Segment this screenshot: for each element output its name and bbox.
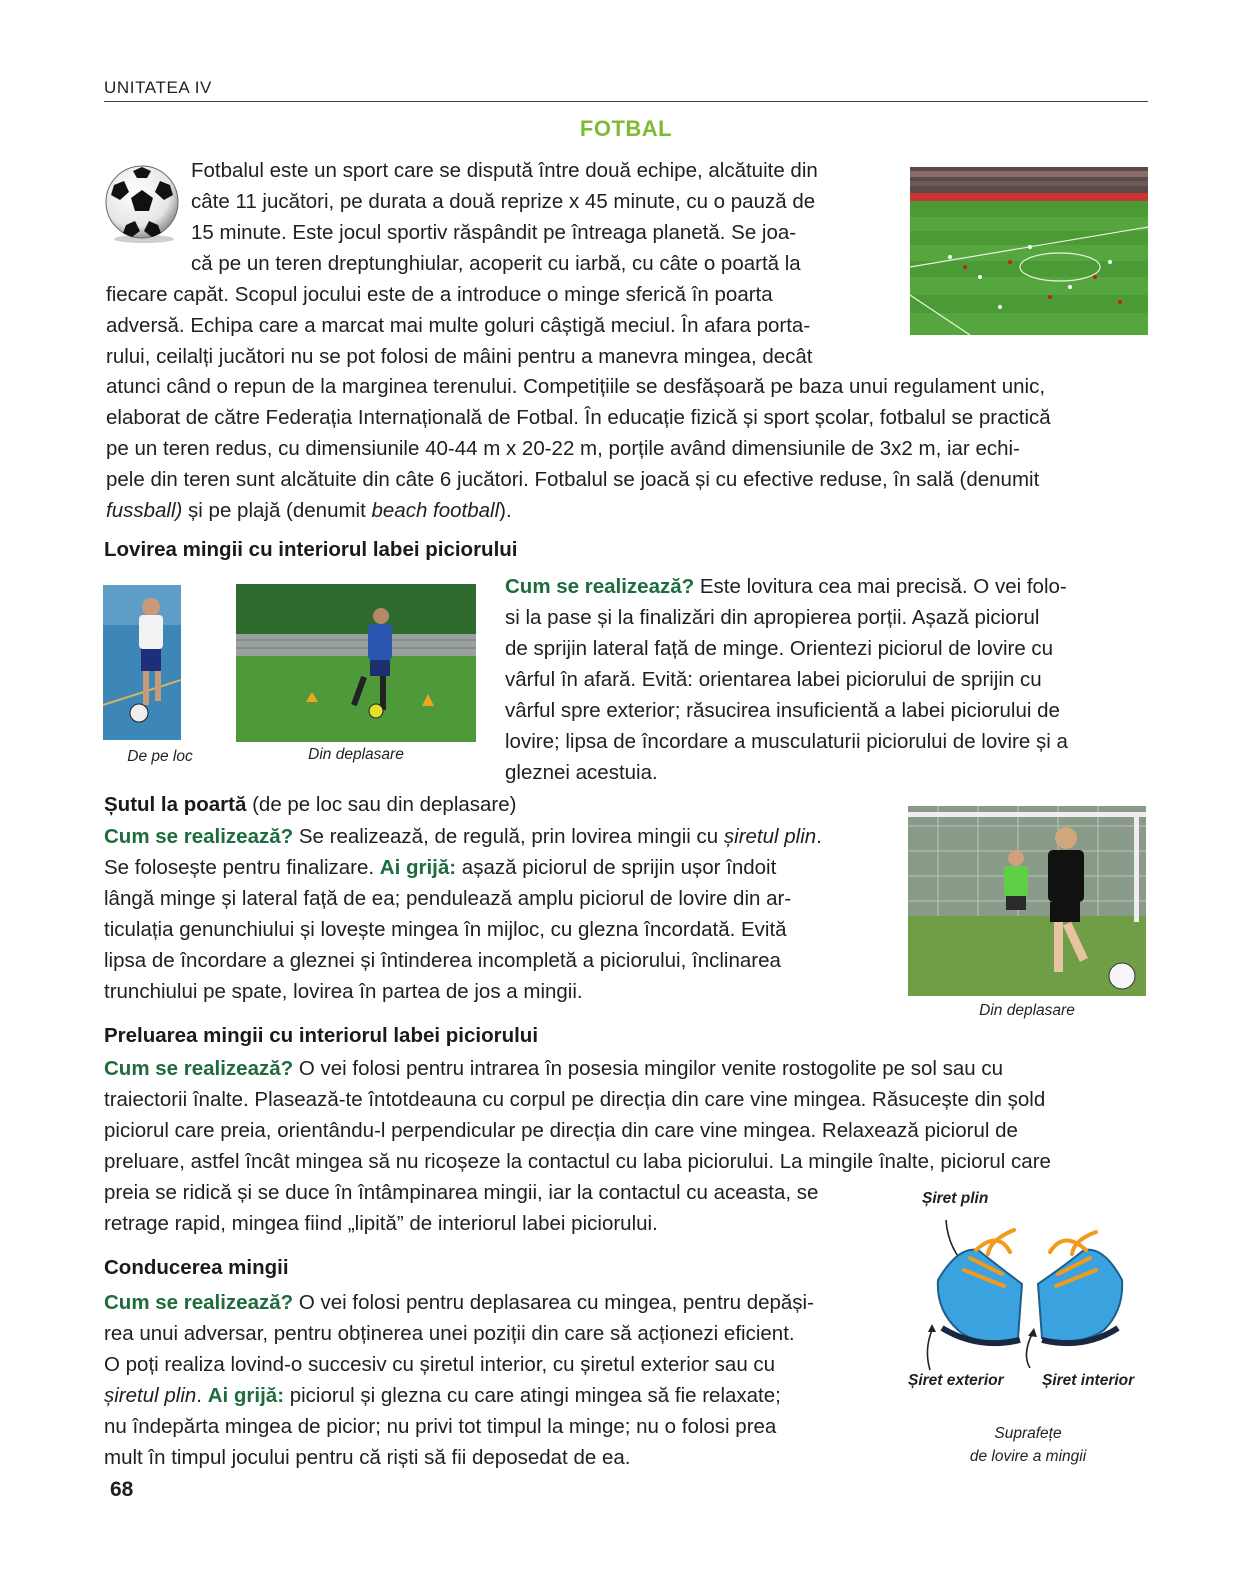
- s2-line: ticulația genunchiului și lovește mingea în mijloc, cu glezna încordată. Evită: [104, 918, 787, 941]
- shoe-label-full-lace: Șiret plin: [922, 1190, 989, 1207]
- kick-standing-photo: [103, 585, 181, 740]
- intro-line: 15 minute. Este jocul sportiv răspândit pe întreaga planetă. Se joa-: [191, 221, 797, 244]
- s4-line: rea unui adversar, pentru obținerea unei poziții din care să acționezi eficient.: [104, 1322, 795, 1345]
- s2-line: lipsa de încordare a gleznei și întinderea incompletă a piciorului, înclinarea: [104, 949, 781, 972]
- s1-line: vârful spre exterior; răsucirea insuficientă a labei piciorului de: [505, 699, 1060, 722]
- s4-line: Cum se realizează? O vei folosi pentru deplasarea cu mingea, pentru depăși-: [104, 1291, 814, 1314]
- section-heading: Preluarea mingii cu interiorul labei piciorului: [104, 1024, 539, 1047]
- intro-line: că pe un teren dreptunghiular, acoperit cu iarbă, cu câte o poartă la: [191, 252, 801, 275]
- photo-caption: De pe loc: [127, 748, 193, 765]
- s2-line: lângă minge și lateral față de ea; pendulează amplu piciorul de lovire din ar-: [104, 887, 792, 910]
- page-number: 68: [110, 1478, 134, 1501]
- s3-line: preluare, astfel încât mingea să nu ricoșeze la contactul cu laba piciorului. La mingile înalte, piciorul care: [104, 1150, 1051, 1173]
- s2-line: Cum se realizează? Se realizează, de regulă, prin lovirea mingii cu șiretul plin.: [104, 825, 822, 848]
- s3-line: retrage rapid, mingea fiind „lipită” de interiorul labei piciorului.: [104, 1212, 658, 1235]
- section-heading: Conducerea mingii: [104, 1256, 289, 1279]
- shoe-label-outer-lace: Șiret exterior: [908, 1372, 1004, 1389]
- photo-caption: Din deplasare: [308, 746, 404, 763]
- s3-line: piciorul care preia, orientându-l perpendicular pe direcția din care vine mingea. Relaxează piciorul de: [104, 1119, 1018, 1142]
- section-heading: Lovirea mingii cu interiorul labei piciorului: [104, 538, 518, 561]
- intro-line: rului, ceilalți jucători nu se pot folosi de mâini pentru a manevra mingea, decât: [106, 345, 813, 368]
- header-divider: [104, 101, 1148, 102]
- s4-line: mult în timpul jocului pentru că riști să fii deposedat de ea.: [104, 1446, 631, 1469]
- s3-line: traiectorii înalte. Plasează-te întotdeauna cu corpul pe direcția din care vine mingea. Răsucește din șold: [104, 1088, 1046, 1111]
- page-title: FOTBAL: [579, 116, 673, 141]
- intro-line: pe un teren redus, cu dimensiunile 40-44 m x 20-22 m, porțile având dimensiunile de 3x2 m, iar echi-: [106, 437, 1020, 460]
- italic-term: beach football: [371, 499, 500, 522]
- s1-line: de sprijin lateral față de minge. Orientezi piciorul de lovire cu: [505, 637, 1054, 660]
- s2-line: Se folosește pentru finalizare. Ai grijă: așază piciorul de sprijin ușor îndoit: [104, 856, 777, 879]
- s1-line: Cum se realizează? Este lovitura cea mai precisă. O vei folo-: [505, 575, 1067, 598]
- intro-line: elaborat de către Federația Internațională de Fotbal. În educație fizică și sport școlar, fotbalul se practică: [106, 406, 1051, 429]
- section-heading: Șutul la poartă (de pe loc sau din deplasare): [104, 793, 517, 816]
- soccer-ball-icon: [102, 163, 182, 245]
- s1-line: lovire; lipsa de încordare a musculaturii piciorului de lovire și a: [505, 730, 1068, 753]
- football-boots-image: [918, 1210, 1144, 1372]
- s4-line: șiretul plin. Ai grijă: piciorul și glezna cu care atingi mingea să fie relaxate;: [104, 1384, 781, 1407]
- italic-term: fussball): [106, 499, 183, 522]
- unit-label: UNITATEA IV: [104, 78, 212, 97]
- shoe-label-inner-lace: Șiret interior: [1042, 1372, 1135, 1389]
- intro-line: fiecare capăt. Scopul jocului este de a introduce o minge sferică în poarta: [106, 283, 773, 306]
- s1-line: gleznei acestuia.: [505, 761, 658, 784]
- how-label: Cum se realizează?: [104, 825, 294, 848]
- stadium-photo: [910, 167, 1148, 335]
- intro-line: Fotbalul este un sport care se dispută între două echipe, alcătuite din: [191, 159, 818, 182]
- s3-line: preia se ridică și se duce în întâmpinarea mingii, iar la contactul cu aceasta, se: [104, 1181, 819, 1204]
- intro-line: pele din teren sunt alcătuite din câte 6 jucători. Fotbalul se joacă și cu efective reduse, în sală (denumit: [106, 468, 1040, 491]
- how-label: Cum se realizează?: [104, 1291, 294, 1314]
- photo-caption: Din deplasare: [979, 1002, 1075, 1019]
- s4-line: nu îndepărta mingea de picior; nu privi tot timpul la minge; nu o folosi prea: [104, 1415, 777, 1438]
- intro-line: adversă. Echipa care a marcat mai multe goluri câștigă meciul. În afara porta-: [106, 314, 811, 337]
- s1-line: si la pase și la finalizări din apropierea porții. Așază piciorul: [505, 606, 1040, 629]
- how-label: Cum se realizează?: [505, 575, 695, 598]
- intro-line: câte 11 jucători, pe durata a două reprize x 45 minute, cu o pauză de: [191, 190, 816, 213]
- shoes-caption: Suprafețe de lovire a mingii: [969, 1425, 1087, 1465]
- intro-line: fussball) și pe plajă (denumit beach football).: [106, 499, 512, 522]
- intro-line: atunci când o repun de la marginea terenului. Competițiile se desfășoară pe baza unui regulament unic,: [106, 375, 1046, 398]
- s1-line: vârful în afară. Evită: orientarea labei piciorului de sprijin cu: [505, 668, 1042, 691]
- how-label: Cum se realizează?: [104, 1057, 294, 1080]
- kick-moving-photo: [236, 584, 476, 742]
- s4-line: O poți realiza lovind-o succesiv cu șiretul interior, cu șiretul exterior sau cu: [104, 1353, 776, 1376]
- goal-shot-photo: [908, 806, 1146, 996]
- s2-line: trunchiului pe spate, lovirea în partea de jos a mingii.: [104, 980, 583, 1003]
- s3-line: Cum se realizează? O vei folosi pentru intrarea în posesia mingilor venite rostogolite pe sol sau cu: [104, 1057, 1004, 1080]
